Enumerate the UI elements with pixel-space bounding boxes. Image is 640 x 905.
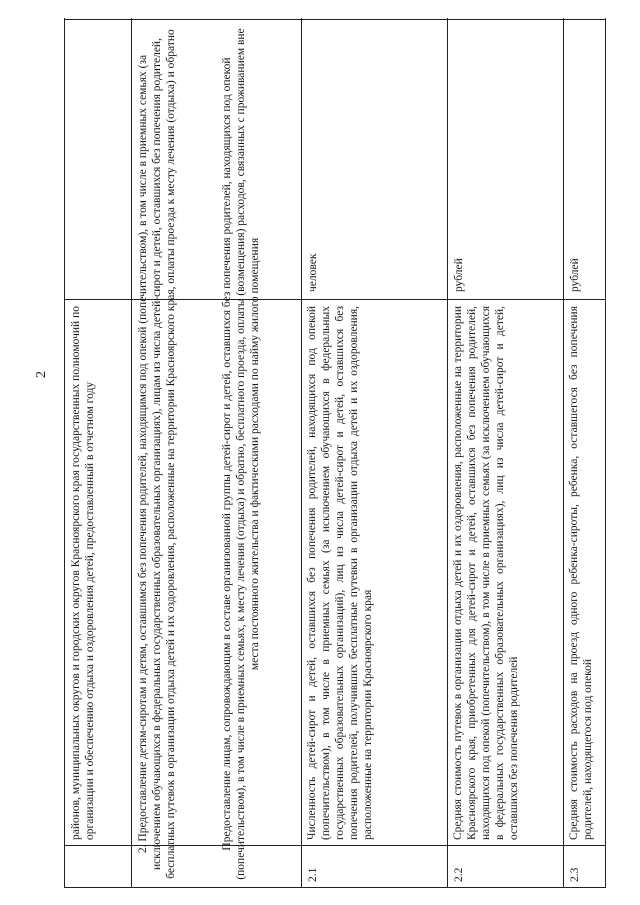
intro-row-text: районов, муниципальных округов и городских округов Красноярского края государственных полномочий по организации и обеспечению отдыха и оздоровления детей, предоставленный в отчетном году — [70, 306, 96, 840]
row-description: Численность детей-сирот и детей, оставшихся без попечения родителей, находящихся под опекой (попечительством), в том числе в приемных семьях (за исключением обучающихся в федеральных государственных образовательных организаций), лиц из числа детей-сирот и детей, оставшихся без попечения родителей, получивших бесплатные путевки в организации отдыха детей и их оздоровления, расположенные на территории Красноярского края — [306, 306, 374, 840]
row-unit: человек — [307, 253, 319, 292]
row-unit: рублей — [569, 258, 581, 292]
table-border-left — [65, 887, 605, 888]
rotated-page — [32, 18, 607, 888]
page-number: 2 — [34, 371, 49, 378]
row-number: 2.2 — [453, 867, 465, 882]
row-unit: рублей — [453, 258, 465, 292]
row-divider-2-1 — [447, 18, 448, 888]
row-description: Средняя стоимость путевок в организации отдыха детей и их оздоровления, расположенные на территории Красноярского края, приобретенных для детей-сирот и детей, оставшихся без попечения родителей, находящихся под опекой (попечительством), в том числе в приемных семьях (за исключением обучающихся в федеральных государственных образовательных организациях), лиц из числа детей-сирот и детей, оставшихся без попечения родителей — [452, 306, 520, 840]
row-divider-section — [301, 18, 302, 888]
row-number: 2.3 — [569, 867, 581, 882]
section-2-heading: 2. Предоставление детям-сиротам и детям, оставшимся без попечения родителей, находящимся под опекой (попечительством), в том числе в приемных семьях (за исключением обучающихся в федеральных государственных образовательных организациях), лицам из числа детей-сирот и детей, оставшихся без попечения родителей, бесплатных путевок в организации отдыха детей и их оздоровления, расположенные на территории Красноярского края, оплаты проезда к месту лечения (отдыха) и обратно — [137, 29, 177, 879]
row-description: Средняя стоимость расходов на проезд одного ребенка-сироты, ребенка, оставшегося без попечения родителей, находящегося под опекой — [568, 306, 594, 840]
row-number: 2.1 — [307, 867, 319, 882]
row-divider-2-2 — [563, 18, 564, 888]
row-divider-intro — [131, 18, 132, 888]
table-border-right — [65, 19, 605, 20]
report-table — [64, 18, 606, 888]
section-2-subheading: Предоставление лицам, сопровождающим в составе организованной группы детей-сирот и детей, оставшихся без попечения родителей, находящихся под опекой (попечительством), в том числе в приемных семьях, к месту лечения (отдыха) и обратно, бесплатного проезда, оплаты (возмещения) расходов, связанных с проживанием вне места постоянного жительства и фактическими расходами по найму жилого помещения — [221, 28, 261, 880]
